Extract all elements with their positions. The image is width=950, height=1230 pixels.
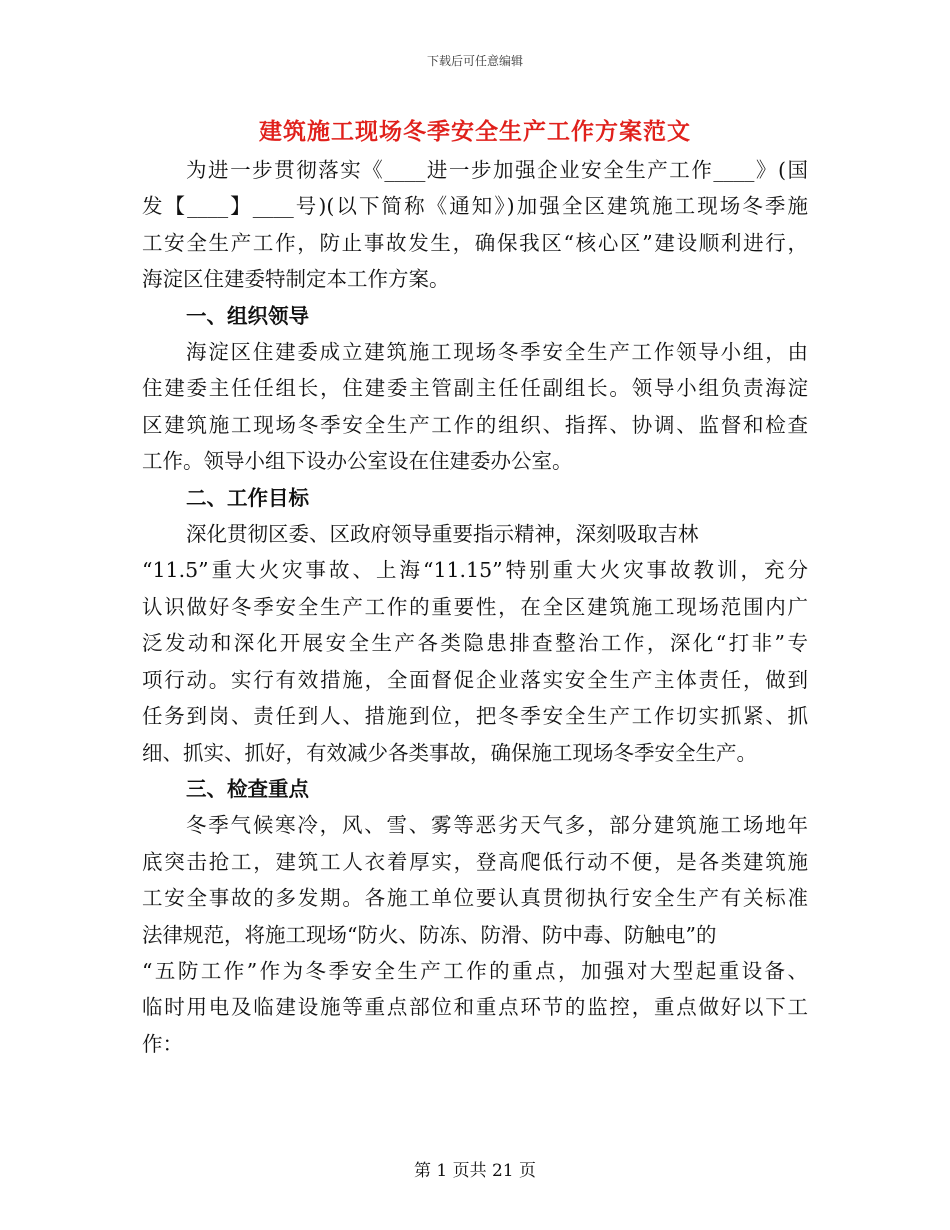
paragraph-line: 为进一步贯彻落实《____进一步加强企业安全生产工作____》(国 [186,158,808,182]
page-number: 第 1 页共 21 页 [413,1161,537,1181]
paragraph-line: 泛发动和深化开展安全生产各类隐患排查整治工作，深化“打非”专 [142,631,808,656]
paragraph-line: 细、抓实、抓好，有效减少各类事故，确保施工现场冬季安全生产。 [142,740,757,765]
paragraph-line: 法律规范，将施工现场“防火、防冻、防滑、防中毒、防触电”的 [142,922,717,947]
paragraph-line: 作： [142,1031,183,1056]
section-3-paragraph [142,807,808,1062]
document-title: 建筑施工现场冬季安全生产工作方案范文 [259,118,691,145]
section-1-paragraph [142,334,808,480]
paragraph-line: 临时用电及临建设施等重点部位和重点环节的监控，重点做好以下工 [142,995,808,1020]
intro-paragraph [142,152,808,298]
paragraph-line: 深化贯彻区委、区政府领导重要指示精神，深刻吸取吉林 [186,522,699,547]
paragraph-line: 项行动。实行有效措施，全面督促企业落实安全生产主体责任，做到 [142,667,808,692]
paragraph-line: 工安全事故的多发期。各施工单位要认真贯彻执行安全生产有关标准 [142,886,808,911]
paragraph-line: 认识做好冬季安全生产工作的重要性，在全区建筑施工现场范围内广 [142,594,808,619]
section-2-paragraph [142,516,808,771]
paragraph-line: 冬季气候寒冷，风、雪、雾等恶劣天气多，部分建筑施工场地年 [186,813,808,838]
paragraph-line: 发【____】____号)(以下简称《通知》)加强全区建筑施工现场冬季施 [142,194,808,219]
paragraph-line: 底突击抢工，建筑工人衣着厚实，登高爬低行动不便，是各类建筑施 [142,849,808,874]
paragraph-line: 住建委主任任组长，住建委主管副主任任副组长。领导小组负责海淀 [142,376,808,401]
section-heading-1: 一、组织领导 [186,303,309,328]
section-heading-2: 二、工作目标 [186,485,309,510]
paragraph-line: 工作。领导小组下设办公室设在住建委办公室。 [142,449,573,474]
paragraph-line: “11.5”重大火灾事故、上海“11.15”特别重大火灾事故教训，充分 [142,558,808,583]
paragraph-line: “五防工作”作为冬季安全生产工作的重点，加强对大型起重设备、 [142,958,808,983]
paragraph-line: 任务到岗、责任到人、措施到位，把冬季安全生产工作切实抓紧、抓 [142,704,808,729]
paragraph-line: 海淀区住建委成立建筑施工现场冬季安全生产工作领导小组，由 [186,340,808,365]
paragraph-line: 工安全生产工作，防止事故发生，确保我区“核心区”建设顺利进行， [142,230,808,255]
paragraph-line: 区建筑施工现场冬季安全生产工作的组织、指挥、协调、监督和检查 [142,412,808,437]
section-heading-3: 三、检查重点 [186,776,309,801]
paragraph-line: 海淀区住建委特制定本工作方案。 [142,267,450,292]
document-body [142,152,808,1062]
page-header: 下载后可任意编辑 [426,54,523,68]
